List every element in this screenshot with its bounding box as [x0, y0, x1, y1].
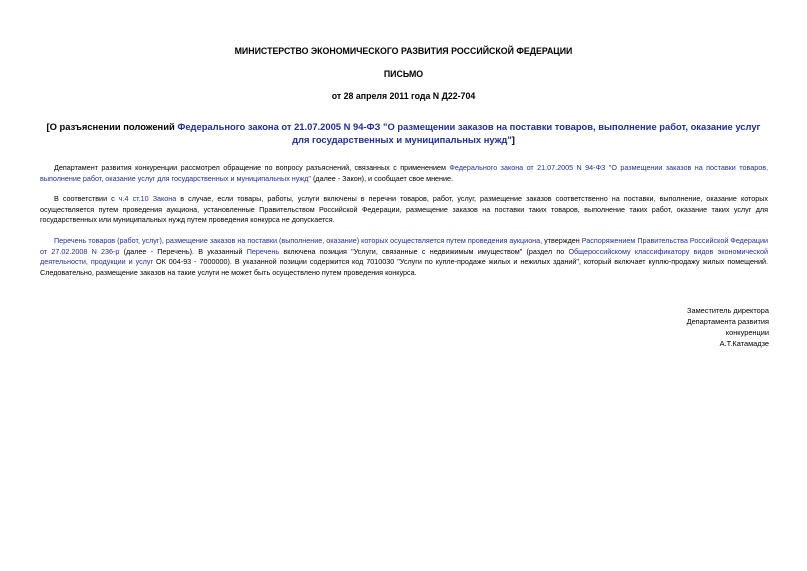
signature-name: А.Т.Катамадзе: [719, 339, 769, 348]
p3-text-3: включена позиция "Услуги, связанные с недвижимым имуществом" (раздел по: [279, 246, 569, 256]
paragraph-2: [40, 194, 768, 226]
paragraph-1: [40, 163, 768, 184]
document-date: от 28 апреля 2011 года N Д22-704: [331, 91, 476, 101]
p1-text-2: (далее - Закон), и сообщает свое мнение.: [310, 173, 454, 183]
p2-text-2: в случае, если товары, работы, услуги включены в перечни товаров, работ, услуг, размещение заказов соответственно на поставки, выполнение, оказание которых осуществляется путем проведения аукциона, установленные Правительством Российской Федерации, размещение заказов на поставки таких товаров, выполнение таких работ, оказание таких услуг для государственных или муниципальных нужд путем проведения конкурса не допускается.: [40, 194, 768, 225]
signature-line-2: Департамента развития: [686, 317, 769, 326]
document-heading: [40, 120, 767, 146]
heading-prefix: [О разъяснении положений: [46, 121, 178, 132]
p3-order-link[interactable]: Распоряжением Правительства Российской Федерации от 27.02.2008 N 236-р: [40, 236, 768, 256]
p2-article-link[interactable]: ч.4 ст.10 Закона: [118, 194, 177, 203]
signature-line-1: Заместитель директора: [687, 306, 769, 315]
p2-text-1: В соответствии с: [54, 194, 119, 203]
p3-list-link[interactable]: Перечень товаров (работ, услуг), размещение заказов на поставки (выполнение, оказание) которых осуществляется путем проведения аукциона: [54, 236, 541, 245]
paragraph-3: [40, 236, 768, 278]
heading-law-link[interactable]: Федерального закона от 21.07.2005 N 94-ФЗ "О размещении заказов на поставки товаров, выполнение работ, оказание услуг для государственных и муниципальных нужд": [177, 121, 761, 145]
signature-line-3: конкуренции: [725, 328, 769, 337]
p3-classifier-link[interactable]: Общероссийскому классификатору видов экономической деятельности, продукции и услуг: [40, 246, 768, 267]
p3-list-short-link[interactable]: Перечень: [246, 246, 280, 256]
p3-text-2: (далее - Перечень). В указанный: [119, 246, 247, 256]
p1-text-1: Департамент развития конкуренции рассмотрел обращение по вопросу разъяснений, связанных с применением: [54, 163, 450, 172]
signature-block: [569, 305, 769, 349]
document-type: ПИСЬМО: [383, 69, 424, 79]
p3-text-4: ОК 004-93 - 7000000). В указанной позиции содержится код 7010030 "Услуги по купле-продаже жилых и нежилых зданий", который включает куплю-продажу жилых помещений. Следовательно, размещение заказов на такие услуги не может быть осуществлено путем проведения конкурса.: [40, 257, 768, 277]
ministry-title: МИНИСТЕРСТВО ЭКОНОМИЧЕСКОГО РАЗВИТИЯ РОССИЙСКОЙ ФЕДЕРАЦИИ: [234, 46, 573, 56]
p3-text-1: , утвержден: [540, 236, 582, 245]
p1-law-link[interactable]: Федерального закона от 21.07.2005 N 94-ФЗ "О размещении заказов на поставки товаров, выполнение работ, оказание услуг для государственных и муниципальных нужд": [40, 163, 769, 183]
heading-suffix: ]: [511, 134, 515, 145]
